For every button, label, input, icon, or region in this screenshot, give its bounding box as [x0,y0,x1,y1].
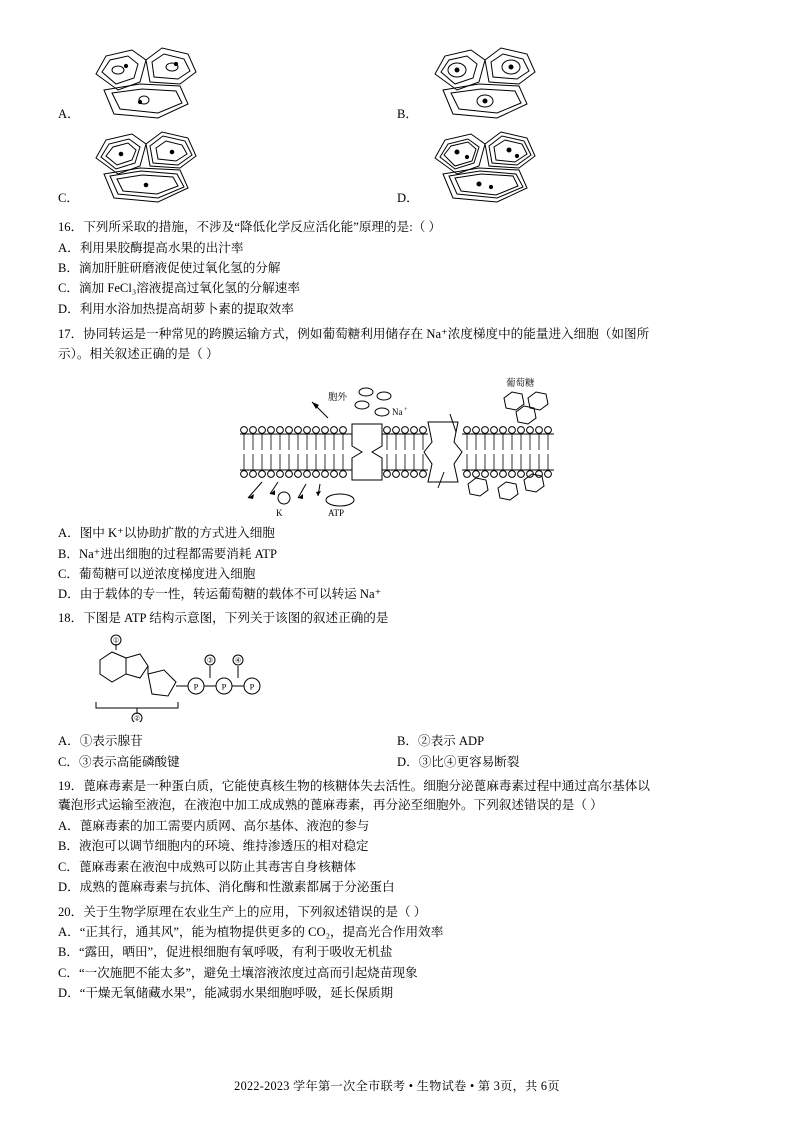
figure-label-na: Na [392,407,403,418]
question-18-option-a: A．①表示腺苷 [58,734,143,749]
option-label-d: D． [397,191,419,205]
question-16-option-c: C．滴加 FeCl₃溶液提高过氧化氢的分解速率 [58,281,300,296]
question-16-stem: 16．下列所采取的措施，不涉及“降低化学反应活化能”原理的是:（ ） [58,220,442,234]
question-20-option-b: B．“露田，晒田”，促进根细胞有氧呼吸，有利于吸收无机盐 [58,945,393,960]
question-20 [58,903,736,1004]
question-19-stem-line1: 19．蓖麻毒素是一种蛋白质，它能使真核生物的核糖体失去活性。细胞分泌蓖麻毒素过程中通过高尔基体以 [58,778,650,793]
atp-mark-4: ④ [234,656,242,665]
question-17-stem-line2: 示）。相关叙述正确的是（ ） [58,346,219,361]
figure-label-glucose: 葡萄糖 [506,379,535,390]
question-19 [58,777,736,898]
option-label-c: C． [58,191,79,205]
question-16-option-d: D．利用水浴加热提高胡萝卜素的提取效率 [58,301,294,316]
option-label-a: A． [58,107,80,121]
question-18-option-d: D．③比④更容易断裂 [397,754,520,769]
page-footer: 2022-2023 学年第一次全市联考 • 生物试卷 • 第 3页，共 6页 [234,1079,560,1093]
question-19-option-b: B．液泡可以调节细胞内的环境、维持渗透压的相对稳定 [58,839,369,854]
question-20-option-c: C．“一次施肥不能太多”，避免土壤溶液浓度过高而引起烧苗现象 [58,965,418,980]
question-17-option-d: D．由于载体的专一性，转运葡萄糖的载体不可以转运 Na⁺ [58,587,382,602]
question-18-options [58,731,736,772]
question-18-stem: 18．下图是 ATP 结构示意图，下列关于该图的叙述正确的是 [58,610,389,625]
atp-p-label-3: P [249,681,255,692]
atp-p-label-2: P [221,681,227,692]
question-20-option-a: A．“正其行，通其风”，能为植物提供更多的 CO₂，提高光合作用效率 [58,925,444,940]
question-17-stem-line1: 17．协同转运是一种常见的跨膜运输方式，例如葡萄糖利用储存在 Na⁺浓度梯度中的能量进入细胞（如图所 [58,327,650,342]
question-17-option-b: B．Na⁺进出细胞的过程都需要消耗 ATP [58,546,277,561]
cotransport-figure [58,372,736,517]
svg-text:+: + [404,406,408,414]
figure-label-atp: ATP [328,508,345,518]
cell-figure-row-bottom [58,130,736,208]
cell-diagram-c-icon [88,130,208,208]
question-16-option-a: A．利用果胶酶提高水果的出汁率 [58,240,244,255]
question-17-option-a: A．图中 K⁺以协助扩散的方式进入细胞 [58,526,275,541]
cell-figure-group [58,44,736,208]
cell-diagram-a-icon [88,44,208,124]
question-18 [58,609,736,772]
cell-figure-option-d [397,130,736,208]
atp-figure [58,632,736,727]
cell-diagram-b-icon [427,44,547,124]
cell-diagram-d-icon [427,130,547,208]
cotransport-diagram-icon [232,372,562,517]
cell-figure-option-c [58,130,397,208]
question-18-option-b: B．②表示 ADP [397,734,485,749]
cell-figure-option-b [397,44,736,124]
question-16 [58,218,736,319]
question-20-option-d: D．“干燥无氧储藏水果”，能减弱水果细胞呼吸，延长保质期 [58,986,394,1001]
option-label-b: B． [397,107,418,121]
question-18-option-c: C．③表示高能磷酸键 [58,754,180,769]
figure-label-outside: 胞外 [328,393,348,404]
question-17 [58,325,736,605]
question-19-option-d: D．成熟的蓖麻毒素与抗体、消化酶和性激素都属于分泌蛋白 [58,880,395,895]
figure-label-k: K [276,508,283,518]
question-19-option-c: C．蓖麻毒素在液泡中成熟可以防止其毒害自身核糖体 [58,859,357,874]
question-17-option-c: C．葡萄糖可以逆浓度梯度进入细胞 [58,566,256,581]
atp-mark-3: ③ [206,656,214,665]
atp-mark-2: ② [133,714,141,723]
atp-p-label-1: P [193,681,199,692]
question-16-option-b: B．滴加肝脏研磨液促使过氧化氢的分解 [58,260,281,275]
cell-figure-row-top [58,44,736,124]
question-20-stem: 20．关于生物学原理在农业生产上的应用，下列叙述错误的是（ ） [58,904,427,919]
atp-structure-diagram-icon [82,632,292,722]
question-19-option-a: A．蓖麻毒素的加工需要内质网、高尔基体、液泡的参与 [58,819,370,833]
atp-mark-1: ① [112,636,120,645]
cell-figure-option-a [58,44,397,124]
question-19-stem-line2: 囊泡形式运输至液泡，在液泡中加工成成熟的蓖麻毒素，再分泌至细胞外。下列叙述错误的是（ ） [58,798,603,813]
